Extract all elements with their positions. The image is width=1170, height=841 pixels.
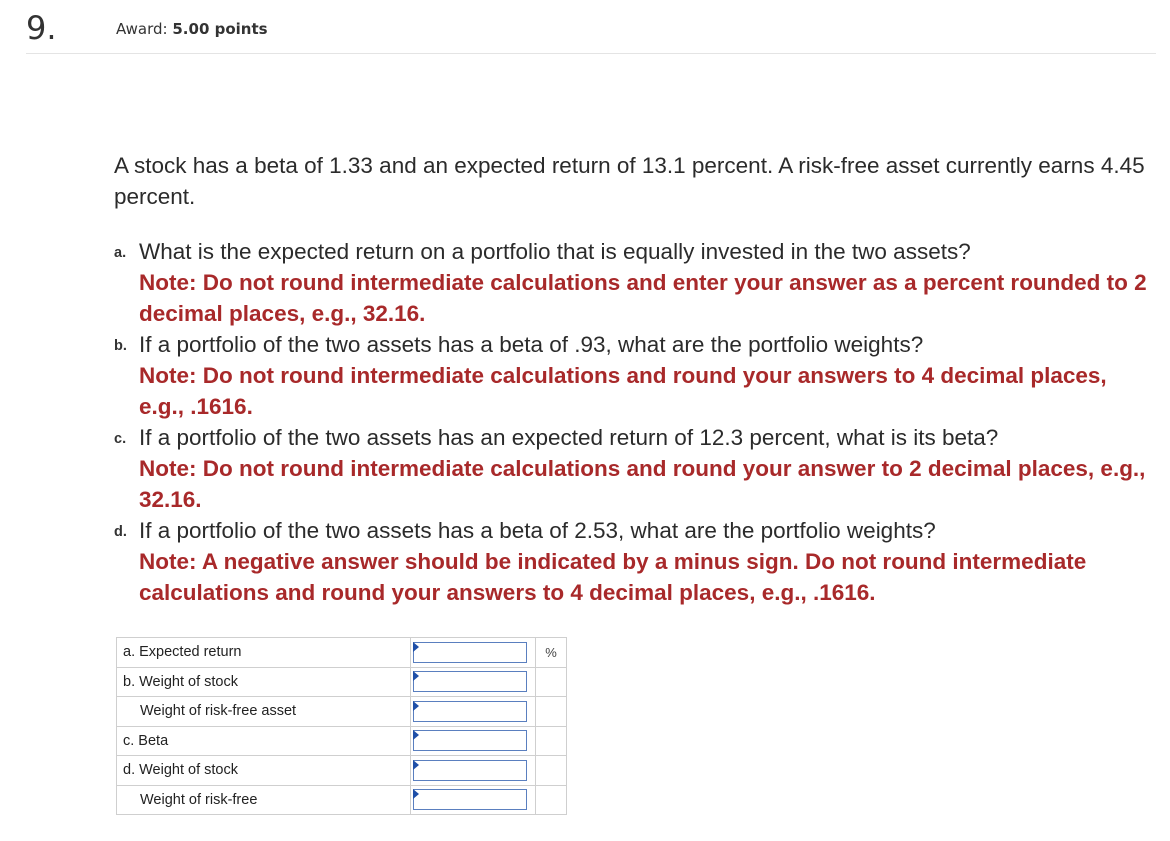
flag-icon <box>413 760 419 770</box>
row-label: Weight of risk-free <box>117 785 411 815</box>
answer-cell <box>411 638 536 668</box>
table-row <box>117 756 567 786</box>
answer-cell <box>411 785 536 815</box>
b-weight-stock-input[interactable] <box>413 671 527 692</box>
question-number: 9. <box>26 9 57 47</box>
d-weight-stock-input[interactable] <box>413 760 527 781</box>
d-weight-risk-free-input[interactable] <box>413 789 527 810</box>
row-label: a. Expected return <box>117 638 411 668</box>
row-label: c. Beta <box>117 726 411 756</box>
part-question: What is the expected return on a portfolio that is equally invested in the two assets? <box>139 239 971 264</box>
c-beta-input[interactable] <box>413 730 527 751</box>
award-line <box>116 20 268 38</box>
part-b <box>114 329 1154 422</box>
header-divider <box>26 53 1156 54</box>
answer-cell <box>411 726 536 756</box>
flag-icon <box>413 701 419 711</box>
unit-cell <box>536 697 567 727</box>
part-body <box>139 515 1154 608</box>
part-d <box>114 515 1154 608</box>
answer-table <box>116 637 567 815</box>
answer-cell <box>411 756 536 786</box>
part-letter: b. <box>114 338 127 354</box>
flag-icon <box>413 730 419 740</box>
percent-unit: % <box>536 638 567 668</box>
award-label: Award: <box>116 20 168 38</box>
part-question: If a portfolio of the two assets has an expected return of 12.3 percent, what is its beta? <box>139 425 999 450</box>
answer-cell <box>411 697 536 727</box>
part-body <box>139 422 1154 515</box>
answer-cell <box>411 667 536 697</box>
part-letter: d. <box>114 524 127 540</box>
part-body <box>139 329 1154 422</box>
part-a <box>114 236 1154 329</box>
part-note: Note: Do not round intermediate calculations and round your answers to 4 decimal places, e.g., .1616. <box>139 363 1107 419</box>
part-question: If a portfolio of the two assets has a beta of 2.53, what are the portfolio weights? <box>139 518 936 543</box>
unit-cell <box>536 667 567 697</box>
part-note: Note: Do not round intermediate calculations and enter your answer as a percent rounded to 2 decimal places, e.g., 32.16. <box>139 270 1147 326</box>
row-label: d. Weight of stock <box>117 756 411 786</box>
table-row <box>117 667 567 697</box>
expected-return-input[interactable] <box>413 642 527 663</box>
part-note: Note: A negative answer should be indicated by a minus sign. Do not round intermediate calculations and round your answers to 4 decimal places, e.g., .1616. <box>139 549 1087 605</box>
table-row <box>117 785 567 815</box>
row-label: b. Weight of stock <box>117 667 411 697</box>
part-letter: a. <box>114 245 127 261</box>
flag-icon <box>413 671 419 681</box>
table-row <box>117 638 567 668</box>
flag-icon <box>413 789 419 799</box>
question-parts <box>114 236 1154 608</box>
part-body <box>139 236 1154 329</box>
row-label: Weight of risk-free asset <box>117 697 411 727</box>
part-letter: c. <box>114 431 127 447</box>
part-note: Note: Do not round intermediate calculations and round your answer to 2 decimal places, e.g., 32.16. <box>139 456 1146 512</box>
award-points: 5.00 points <box>172 20 268 38</box>
table-row <box>117 726 567 756</box>
flag-icon <box>413 642 419 652</box>
unit-cell <box>536 726 567 756</box>
part-question: If a portfolio of the two assets has a beta of .93, what are the portfolio weights? <box>139 332 924 357</box>
question-intro: A stock has a beta of 1.33 and an expected return of 13.1 percent. A risk-free asset currently earns 4.45 percent. <box>114 153 1145 209</box>
table-row <box>117 697 567 727</box>
b-weight-risk-free-input[interactable] <box>413 701 527 722</box>
unit-cell <box>536 756 567 786</box>
unit-cell <box>536 785 567 815</box>
part-c <box>114 422 1154 515</box>
